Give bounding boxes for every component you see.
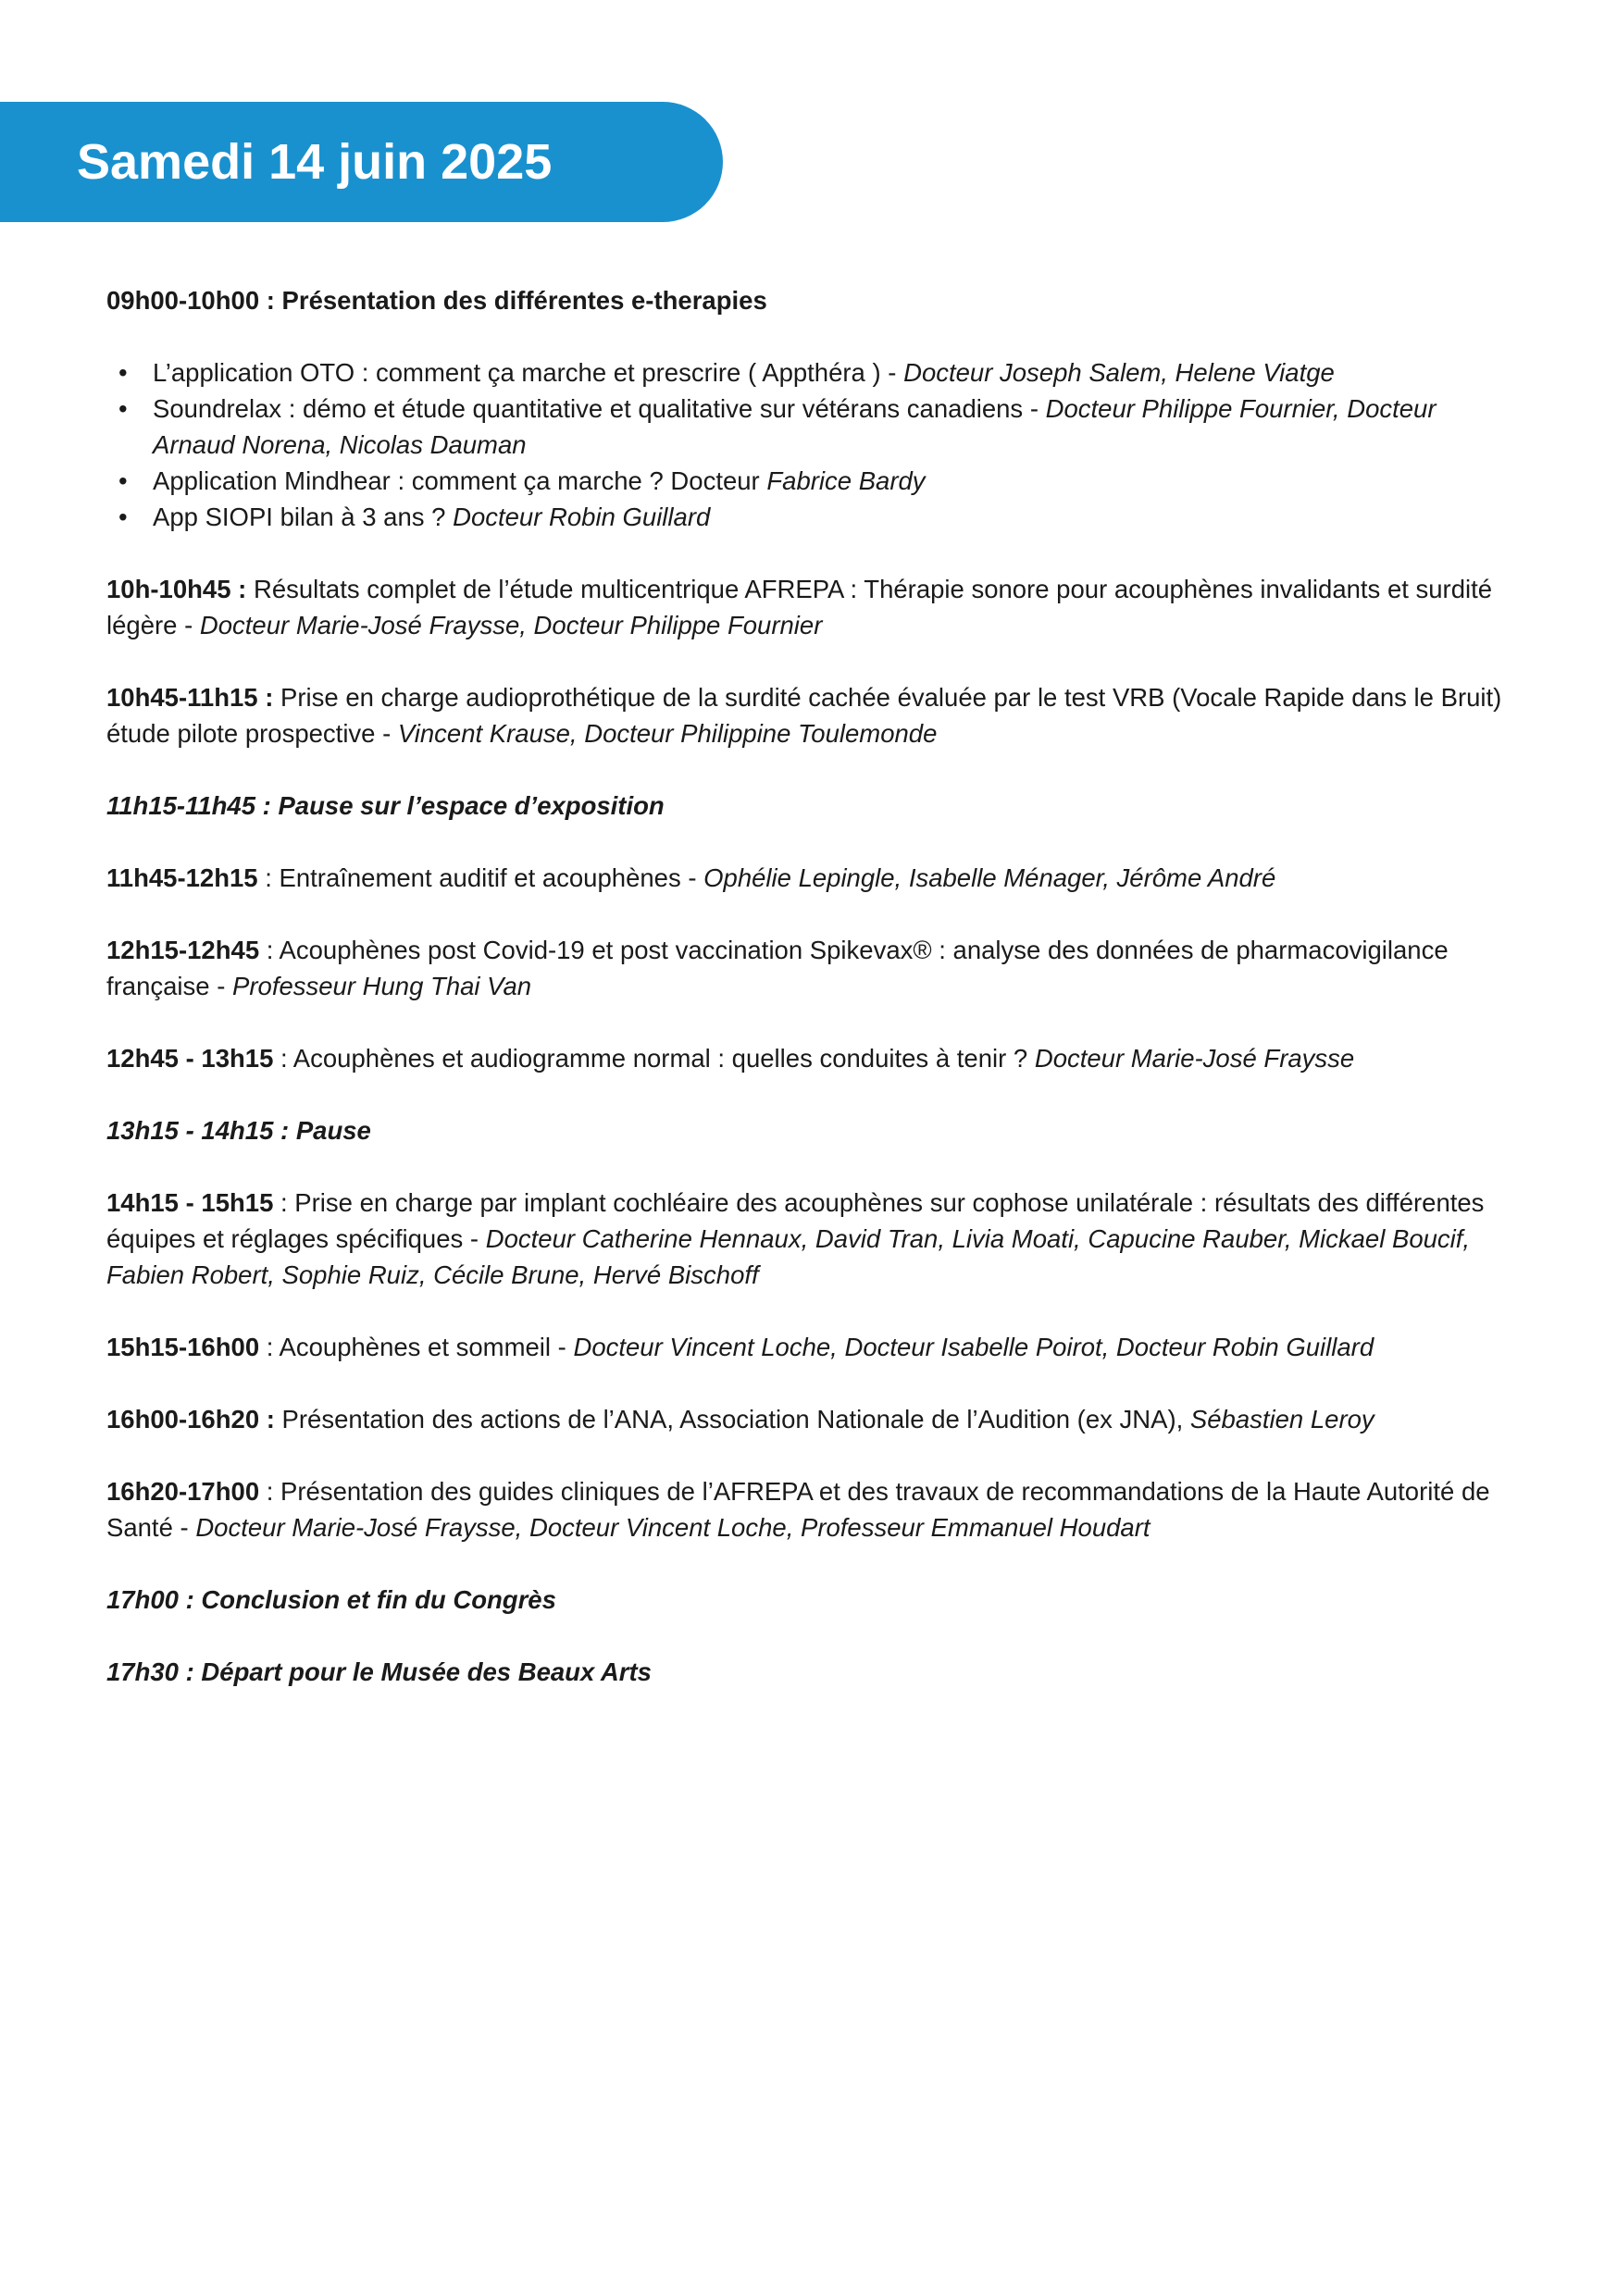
session <box>106 1185 1523 1293</box>
session-speakers: Docteur Vincent Loche, Docteur Isabelle Poirot, Docteur Robin Guillard <box>573 1333 1374 1361</box>
break-session <box>106 788 1523 824</box>
closing-session <box>106 1582 1523 1618</box>
session <box>106 679 1523 751</box>
bullet-icon: • <box>118 466 128 495</box>
session-speakers: Professeur Hung Thai Van <box>232 972 532 1000</box>
session-text: : Acouphènes et sommeil - <box>259 1333 574 1361</box>
session-time: 10h45-11h15 : <box>106 683 274 712</box>
session-text: Présentation des actions de l’ANA, Association Nationale de l’Audition (ex JNA), <box>274 1405 1190 1433</box>
departure-text: 17h30 : Départ pour le Musée des Beaux Arts <box>106 1657 652 1686</box>
session-text: : Présentation des guides cliniques de l’AFREPA et des travaux de recommandations de la Haute Autorité de Santé - <box>106 1477 1490 1542</box>
session-text: : Entraînement auditif et acouphènes - <box>257 863 704 892</box>
session-speakers: Sébastien Leroy <box>1189 1405 1374 1433</box>
list-item <box>106 463 1523 499</box>
session-time: 10h-10h45 : <box>106 575 247 603</box>
session <box>106 860 1523 896</box>
session <box>106 1401 1523 1437</box>
item-speakers: Docteur Joseph Salem, Helene Viatge <box>903 358 1335 387</box>
departure-session <box>106 1654 1523 1690</box>
bullet-icon: • <box>118 503 128 531</box>
session-speakers: Vincent Krause, Docteur Philippine Toulemonde <box>397 719 938 748</box>
list-item <box>106 499 1523 535</box>
date-banner <box>0 102 723 222</box>
session-text: Résultats complet de l’étude multicentrique AFREPA : Thérapie sonore pour acouphènes invalidants et surdité légère - <box>106 575 1493 639</box>
item-text: Application Mindhear : comment ça marche ? Docteur <box>153 466 767 495</box>
session-time: 11h45-12h15 <box>106 863 258 892</box>
session-heading <box>106 282 1523 318</box>
item-speakers: Docteur Philippe Fournier, Docteur Arnaud Norena, Nicolas Dauman <box>153 394 1437 459</box>
bullet-icon: • <box>118 394 128 423</box>
item-speakers: Fabrice Bardy <box>766 466 926 495</box>
session-time: 09h00-10h00 : Présentation des différentes e-therapies <box>106 286 767 315</box>
session-time: 16h20-17h00 <box>106 1477 260 1506</box>
closing-text: 17h00 : Conclusion et fin du Congrès <box>106 1585 556 1614</box>
session <box>106 571 1523 643</box>
break-text: 13h15 - 14h15 : Pause <box>106 1116 371 1145</box>
session-text: : Acouphènes post Covid-19 et post vaccination Spikevax® : analyse des données de pharmacovigilance française - <box>106 936 1449 1000</box>
session <box>106 1040 1523 1076</box>
session-speakers: Docteur Catherine Hennaux, David Tran, Livia Moati, Capucine Rauber, Mickael Boucif, Fabien Robert, Sophie Ruiz, Cécile Brune, Hervé Bischoff <box>106 1224 1471 1289</box>
session-speakers: Ophélie Lepingle, Isabelle Ménager, Jérôme André <box>703 863 1276 892</box>
session-time: 16h00-16h20 : <box>106 1405 275 1433</box>
item-text: Soundrelax : démo et étude quantitative et qualitative sur vétérans canadiens - <box>153 394 1046 423</box>
list-item <box>106 354 1523 391</box>
item-text: L’application OTO : comment ça marche et prescrire ( Appthéra ) - <box>153 358 904 387</box>
session <box>106 1329 1523 1365</box>
session <box>106 1473 1523 1545</box>
session-time: 12h45 - 13h15 <box>106 1044 274 1073</box>
break-text: 11h15-11h45 : Pause sur l’espace d’exposition <box>106 791 665 820</box>
session-speakers: Docteur Marie-José Fraysse <box>1034 1044 1355 1073</box>
bullet-icon: • <box>118 358 128 387</box>
break-session <box>106 1112 1523 1148</box>
session-time: 15h15-16h00 <box>106 1333 260 1361</box>
item-speakers: Docteur Robin Guillard <box>453 503 711 531</box>
session <box>106 932 1523 1004</box>
session-time: 14h15 - 15h15 <box>106 1188 274 1217</box>
page-title: Samedi 14 juin 2025 <box>77 134 553 190</box>
session-time: 12h15-12h45 <box>106 936 260 964</box>
session-text: Prise en charge audioprothétique de la surdité cachée évaluée par le test VRB (Vocale Rapide dans le Bruit) étude pilote prospective - <box>106 683 1502 748</box>
session-speakers: Docteur Marie-José Fraysse, Docteur Vincent Loche, Professeur Emmanuel Houdart <box>195 1513 1151 1542</box>
session-text: : Prise en charge par implant cochléaire des acouphènes sur cophose unilatérale : résultats des différentes équipes et réglages spécifiques - <box>106 1188 1485 1253</box>
session-speakers: Docteur Marie-José Fraysse, Docteur Philippe Fournier <box>199 611 823 639</box>
session-text: : Acouphènes et audiogramme normal : quelles conduites à tenir ? <box>273 1044 1035 1073</box>
list-item <box>106 391 1523 463</box>
etherapies-list <box>106 354 1523 535</box>
item-text: App SIOPI bilan à 3 ans ? <box>153 503 454 531</box>
program-content <box>106 282 1523 1726</box>
